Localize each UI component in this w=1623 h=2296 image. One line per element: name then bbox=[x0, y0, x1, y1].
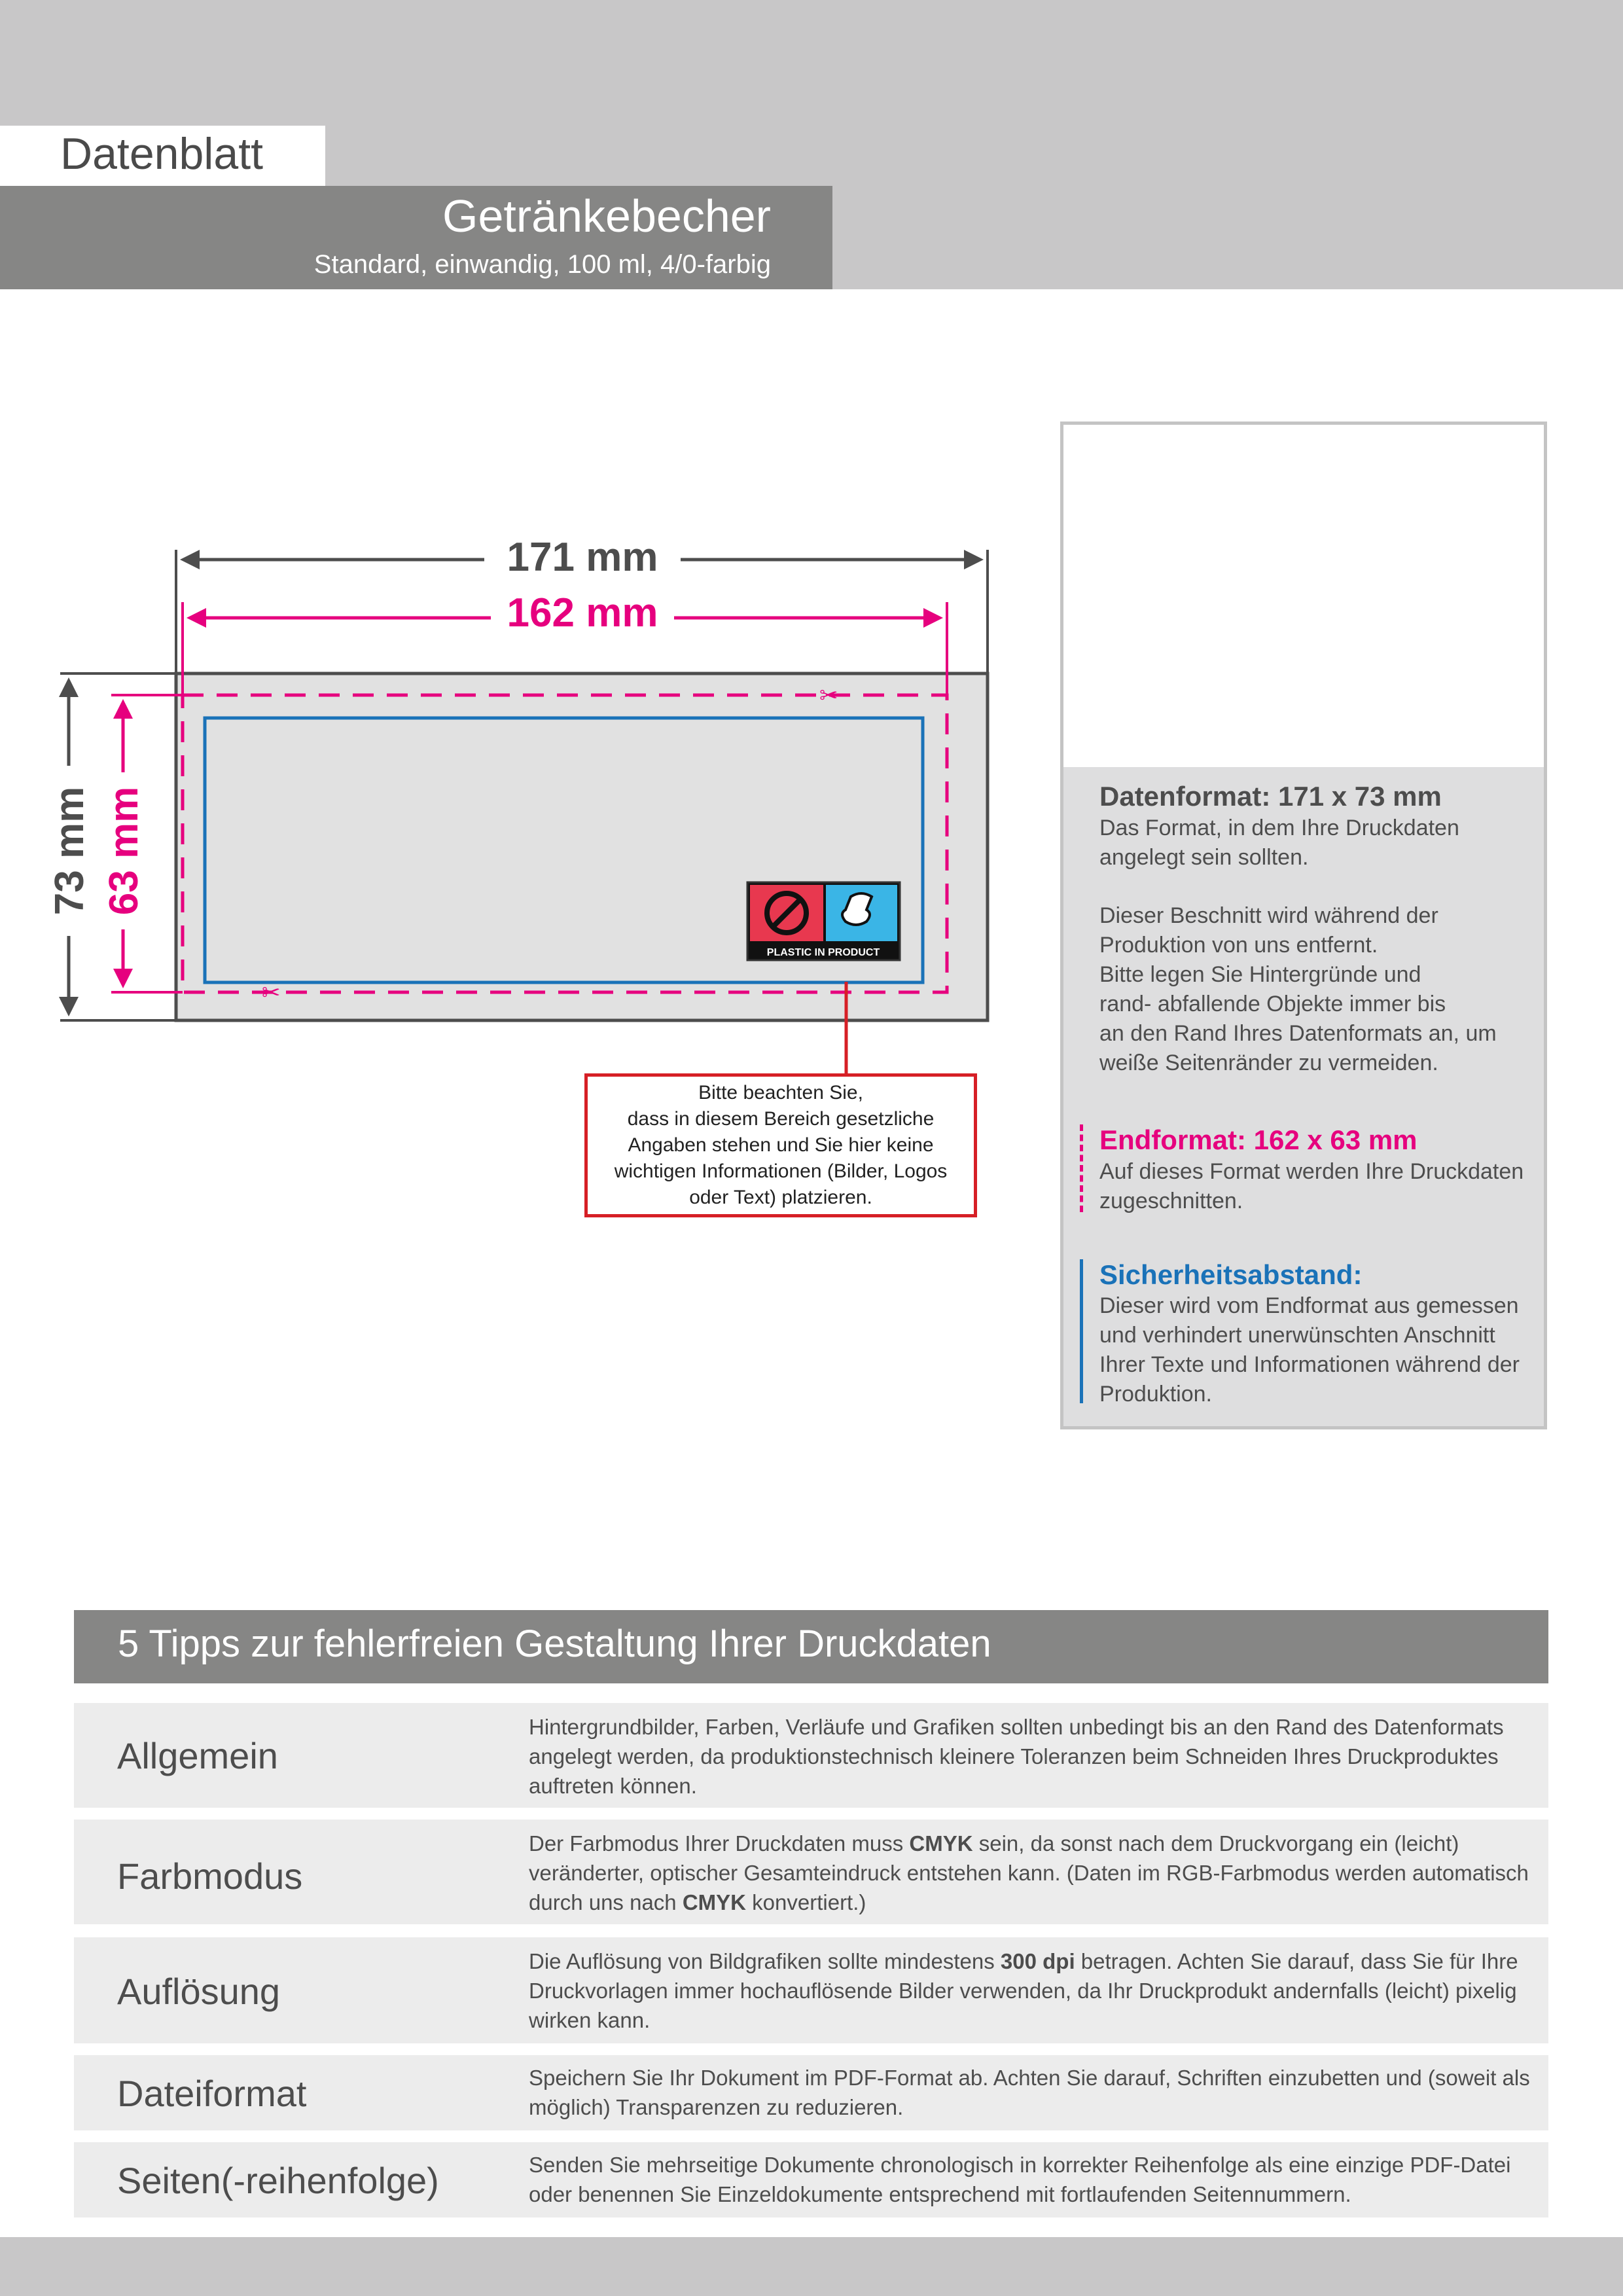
tip-text bbox=[529, 1712, 1530, 1801]
plastic-in-product-logo bbox=[747, 882, 900, 960]
datenformat-text: Das Format, in dem Ihre Druckdaten angelegt sein sollten. bbox=[1099, 816, 1459, 870]
tips-title: 5 Tipps zur fehlerfreien Gestaltung Ihrer Druckdaten bbox=[118, 1623, 991, 1665]
tip-label: Allgemein bbox=[117, 1735, 278, 1776]
datenblatt-label: Datenblatt bbox=[60, 129, 263, 179]
tip-text bbox=[529, 2063, 1530, 2122]
tip-text bbox=[529, 2150, 1530, 2209]
notice-box bbox=[584, 1073, 977, 1217]
tip-text-segment: Speichern Sie Ihr Dokument im PDF-Format ab. Achten Sie darauf, Schriften einzubetten und (soweit als möglich) Transparenzen zu reduzieren. bbox=[529, 2066, 1530, 2119]
tip-label: Dateiformat bbox=[117, 2073, 307, 2114]
data-format-area bbox=[176, 673, 988, 1020]
tip-text-segment: sein, da sonst nach dem Druckvorgang ein (leicht) veränderter, optischer Gesamteindruck entstehen kann. (Daten im RGB-Farbmodus werden automatisch durch uns nach bbox=[529, 1831, 1529, 1914]
tip-text-segment: Hintergrundbilder, Farben, Verläufe und Grafiken sollten unbedingt bis an den Rand des Datenformats angelegt werden, da produktionstechnisch kleinere Toleranzen beim Schneiden Ihres Druckproduktes auftreten können. bbox=[529, 1715, 1504, 1798]
tip-row bbox=[74, 2055, 1548, 2130]
dim-label-63: 63 mm bbox=[101, 786, 147, 916]
tip-text-segment: Der Farbmodus Ihrer Druckdaten muss bbox=[529, 1831, 910, 1856]
sicherheit-text: Dieser wird vom Endformat aus gemessen und verhindert unerwünschten Anschnitt Ihrer Texte und Informationen während der Produktion. bbox=[1099, 1293, 1520, 1407]
tip-text-segment: betragen. Achten Sie darauf, dass Sie für Ihre Druckvorlagen immer hochauflösende Bilder verwenden, da Ihr Druckprodukt andernfalls (leicht) pixelig wirken kann. bbox=[529, 1949, 1518, 2032]
tip-text-bold: CMYK bbox=[909, 1831, 973, 1856]
logo-text: PLASTIC IN PRODUCT bbox=[766, 947, 880, 958]
bottom-band bbox=[0, 2237, 1623, 2296]
scissor-icon: ✂ bbox=[819, 683, 838, 709]
endformat-title: Endformat: 162 x 63 mm bbox=[1099, 1124, 1418, 1155]
tip-row bbox=[74, 2142, 1548, 2217]
tip-text bbox=[529, 1829, 1530, 1917]
scissor-icon: ✂ bbox=[262, 980, 281, 1006]
notice-text: Bitte beachten Sie, dass in diesem Bereich gesetzliche Angaben stehen und Sie hier keine wichtigen Informationen (Bilder, Logos oder Text) platzieren. bbox=[614, 1082, 948, 1208]
product-title: Getränkebecher bbox=[442, 190, 771, 242]
product-subtitle: Standard, einwandig, 100 ml, 4/0-farbig bbox=[313, 250, 771, 279]
tip-label: Auflösung bbox=[117, 1971, 281, 2012]
dim-label-171: 171 mm bbox=[507, 535, 658, 580]
datenformat-title: Datenformat: 171 x 73 mm bbox=[1099, 781, 1442, 812]
tip-text-segment: Die Auflösung von Bildgrafiken sollte mindestens bbox=[529, 1949, 1001, 1973]
endformat-marker bbox=[1080, 1124, 1083, 1212]
tip-text-bold: 300 dpi bbox=[1000, 1949, 1075, 1973]
tip-text-segment: Senden Sie mehrseitige Dokumente chronologisch in korrekter Reihenfolge als eine einzige PDF-Datei oder benennen Sie Einzeldokumente entsprechend mit fortlaufenden Seitennummern. bbox=[529, 2153, 1511, 2206]
tip-label: Seiten(-reihenfolge) bbox=[117, 2160, 439, 2201]
tip-text-bold: CMYK bbox=[682, 1890, 746, 1914]
tip-text-segment: konvertiert.) bbox=[746, 1890, 866, 1914]
tip-row bbox=[74, 1703, 1548, 1808]
sicherheit-marker bbox=[1080, 1259, 1083, 1403]
tip-text bbox=[529, 1946, 1530, 2035]
beschnitt-text: Dieser Beschnitt wird während der Produktion von uns entfernt. Bitte legen Sie Hintergründe und rand- abfallende Objekte immer bis an den Rand Ihres Datenformats an, um weiße Seitenränder zu vermeiden. bbox=[1099, 903, 1497, 1075]
tip-row bbox=[74, 1820, 1548, 1924]
tip-label: Farbmodus bbox=[117, 1856, 303, 1897]
dim-label-73: 73 mm bbox=[47, 786, 92, 916]
dim-label-162: 162 mm bbox=[507, 590, 658, 636]
tip-row bbox=[74, 1937, 1548, 2043]
sicherheit-title: Sicherheitsabstand: bbox=[1099, 1259, 1363, 1290]
endformat-text: Auf dieses Format werden Ihre Druckdaten zugeschnitten. bbox=[1099, 1159, 1524, 1213]
